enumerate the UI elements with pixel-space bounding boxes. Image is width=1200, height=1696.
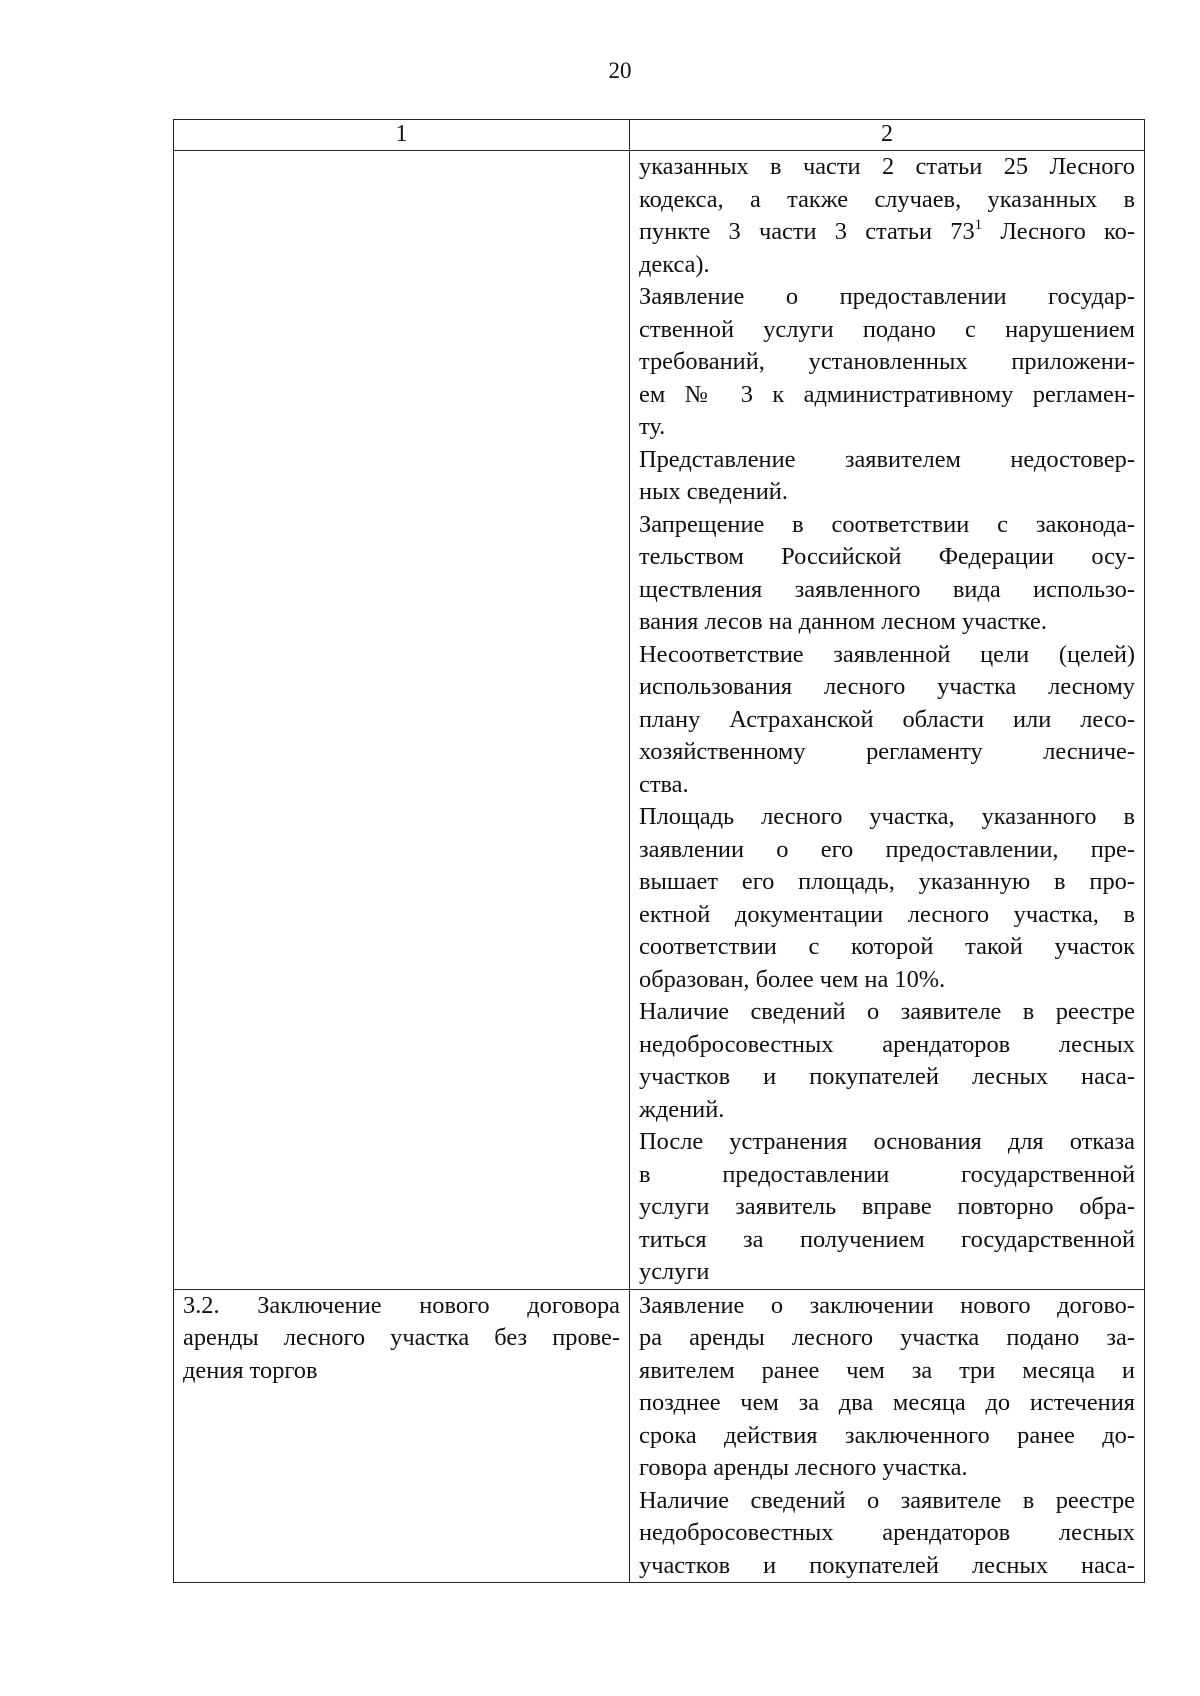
table-row bbox=[174, 151, 1145, 1290]
text-line: недобросовестных арендаторов лесных bbox=[639, 1030, 1135, 1058]
paragraph bbox=[639, 444, 1135, 509]
text-line: кодекса, а также случаев, указанных в bbox=[639, 185, 1135, 213]
text-line: услуги bbox=[639, 1258, 710, 1285]
text-line: говора аренды лесного участка. bbox=[639, 1454, 968, 1481]
text-line: декса). bbox=[639, 250, 710, 278]
text-line: Несоответствие заявленной цели (целей) bbox=[639, 640, 1135, 668]
text-line: аренды лесного участка без прове- bbox=[183, 1324, 620, 1351]
text-line: услуги заявитель вправе повторно обра- bbox=[639, 1193, 1135, 1220]
text-line: Представление заявителем недостовер- bbox=[639, 445, 1135, 473]
text-line: хозяйственному регламенту лесниче- bbox=[639, 738, 1135, 765]
paragraph bbox=[639, 996, 1135, 1126]
text-line: в предоставлении государственной bbox=[639, 1160, 1135, 1188]
text-line: пункте 3 части 3 статьи $73^1$ Лесного ко- bbox=[639, 217, 1135, 245]
text-line: ту. bbox=[639, 413, 666, 440]
text-line: участков и покупателей лесных наса- bbox=[639, 1063, 1135, 1090]
row1-col1-cell bbox=[174, 151, 630, 1290]
text-line: ществления заявленного вида использо- bbox=[639, 575, 1135, 603]
text-line: недобросовестных арендаторов лесных bbox=[639, 1519, 1135, 1546]
text-line: ра аренды лесного участка подано за- bbox=[639, 1324, 1135, 1351]
text-line: вышает его площадь, указанную в про- bbox=[639, 868, 1135, 895]
text-line: ства. bbox=[639, 770, 689, 798]
paragraph bbox=[639, 151, 1135, 281]
text-line: соответствии с которой такой участок bbox=[639, 933, 1135, 960]
text-line: ектной документации лесного участка, в bbox=[639, 900, 1135, 928]
row2-col2-cell bbox=[630, 1289, 1145, 1583]
text-line: ных сведений. bbox=[639, 478, 788, 505]
text-line: вания лесов на данном лесном участке. bbox=[639, 608, 1047, 635]
row2-col1-cell bbox=[174, 1289, 630, 1583]
text-line: использования лесного участка лесному bbox=[639, 673, 1135, 700]
text-line: ственной услуги подано с нарушением bbox=[639, 315, 1135, 343]
text-line: позднее чем за два месяца до истечения bbox=[639, 1389, 1135, 1416]
text-line: требований, установленных приложени- bbox=[639, 348, 1135, 375]
text-line: тельством Российской Федерации осу- bbox=[639, 543, 1135, 570]
text-line: указанных в части 2 статьи 25 Лесного bbox=[639, 153, 1135, 180]
text-line: явителем ранее чем за три месяца и bbox=[639, 1356, 1135, 1384]
text-line: заявлении о его предоставлении, пре- bbox=[639, 835, 1135, 863]
service-title bbox=[183, 1290, 620, 1388]
text-line: Заявление о заключении нового догово- bbox=[639, 1291, 1135, 1319]
paragraph bbox=[639, 1290, 1135, 1485]
text-line: Наличие сведений о заявителе в реестре bbox=[639, 1486, 1135, 1514]
text-line: После устранения основания для отказа bbox=[639, 1128, 1135, 1155]
paragraph bbox=[639, 1485, 1135, 1583]
table-header-row bbox=[174, 120, 1145, 151]
text-line: Площадь лесного участка, указанного в bbox=[639, 803, 1135, 830]
paragraph bbox=[639, 639, 1135, 802]
document-table bbox=[173, 119, 1145, 1583]
column-header-2: 2 bbox=[630, 120, 1145, 151]
text-line: ем № 3 к административному регламен- bbox=[639, 380, 1135, 408]
text-line: участков и покупателей лесных наса- bbox=[639, 1551, 1135, 1579]
paragraph bbox=[639, 281, 1135, 444]
paragraph bbox=[639, 509, 1135, 639]
text-line: Запрещение в соответствии с законода- bbox=[639, 510, 1135, 538]
table-row bbox=[174, 1289, 1145, 1583]
text-line: титься за получением государственной bbox=[639, 1225, 1135, 1253]
text-line: Заявление о предоставлении государ- bbox=[639, 283, 1135, 310]
paragraph bbox=[639, 1126, 1135, 1289]
column-header-1: 1 bbox=[174, 120, 630, 151]
text-line: плану Астраханской области или лесо- bbox=[639, 705, 1135, 733]
text-line: срока действия заключенного ранее до- bbox=[639, 1421, 1135, 1449]
text-line: Наличие сведений о заявителе в реестре bbox=[639, 998, 1135, 1025]
row1-col2-cell bbox=[630, 151, 1145, 1290]
text-line: образован, более чем на 10%. bbox=[639, 965, 946, 993]
text-line: 3.2. Заключение нового договора bbox=[183, 1291, 620, 1319]
text-line: ждений. bbox=[639, 1095, 725, 1123]
paragraph bbox=[639, 801, 1135, 996]
page-number: 20 bbox=[608, 58, 632, 83]
text-line: дения торгов bbox=[183, 1356, 318, 1384]
